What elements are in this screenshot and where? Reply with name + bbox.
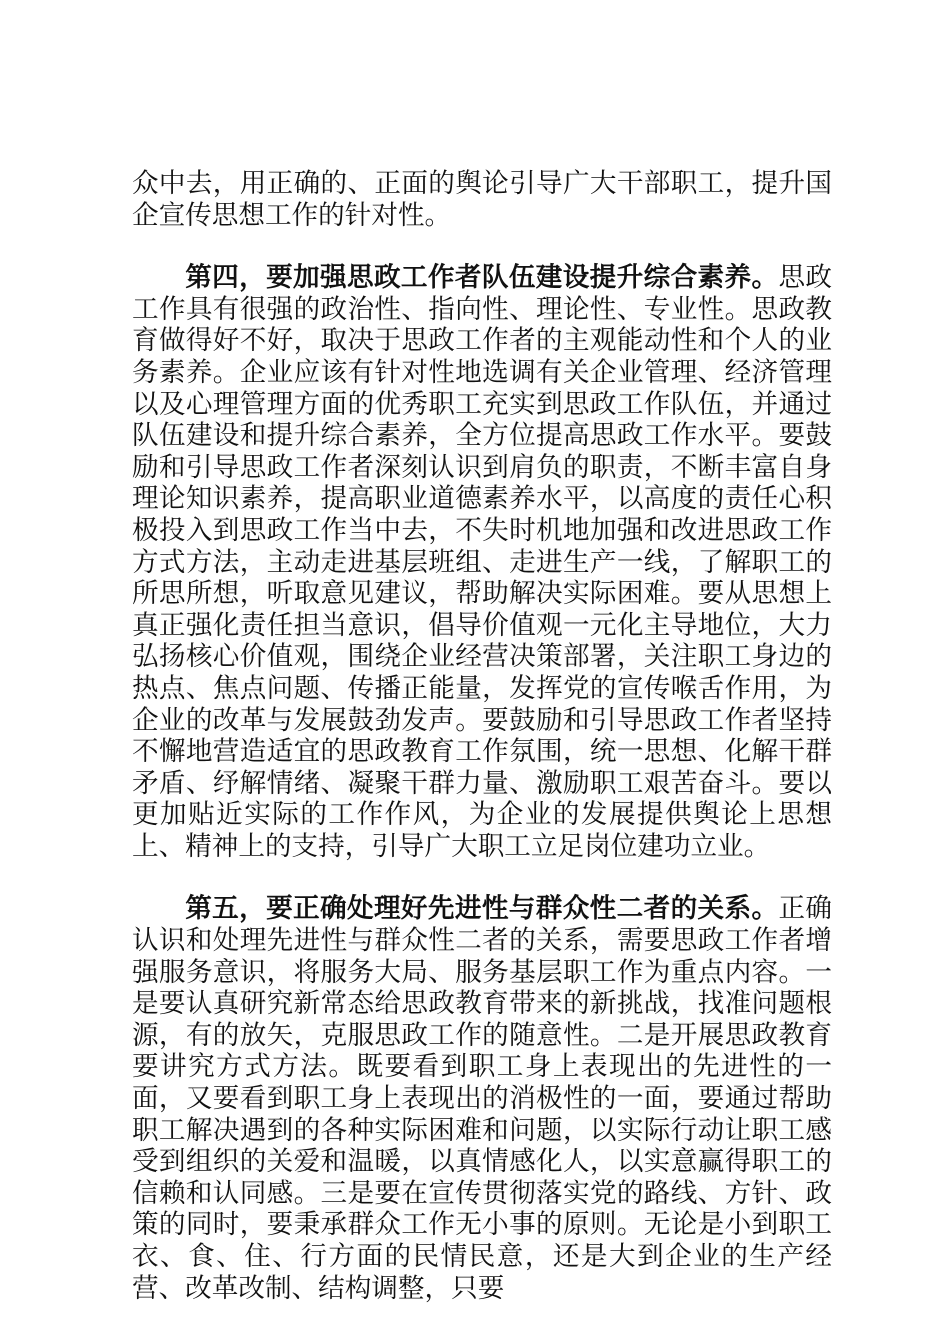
document-page [132,168,832,1304]
paragraph-text: 思政工作具有很强的政治性、指向性、理论性、专业性。思政教育做得好不好，取决于思政工作者的主观能动性和个人的业务素养。企业应该有针对性地选调有关企业管理、经济管理以及心理管理方面的优秀职工充实到思政工作队伍，并通过队伍建设和提升综合素养，全方位提高思政工作水平。要鼓励和引导思政工作者深刻认识到肩负的职责，不断丰富自身理论知识素养，提高职业道德素养水平，以高度的责任心积极投入到思政工作当中去，不失时机地加强和改进思政工作方式方法，主动走进基层班组、走进生产一线，了解职工的所思所想，听取意见建议，帮助解决实际困难。要从思想上真正强化责任担当意识，倡导价值观一元化主导地位，大力弘扬核心价值观，围绕企业经营决策部署，关注职工身边的热点、焦点问题、传播正能量，发挥党的宣传喉舌作用，为企业的改革与发展鼓劲发声。要鼓励和引导思政工作者坚持不懈地营造适宜的思政教育工作氛围，统一思想、化解干群矛盾、纾解情绪、凝聚干群力量、激励职工艰苦奋斗。要以更加贴近实际的工作作风，为企业的发展提供舆论上思想上、精神上的支持，引导广大职工立足岗位建功立业。 [132,262,833,862]
paragraph-continuation [132,168,832,231]
paragraph-text: 众中去，用正确的、正面的舆论引导广大干部职工，提升国企宣传思想工作的针对性。 [132,168,832,231]
paragraph-text: 正确认识和处理先进性与群众性二者的关系，需要思政工作者增强服务意识，将服务大局、服务基层职工作为重点内容。一是要认真研究新常态给思政教育带来的新挑战，找准问题根源，有的放矢，克服思政工作的随意性。二是开展思政教育要讲究方式方法。既要看到职工身上表现出的先进性的一面，又要看到职工身上表现出的消极性的一面，要通过帮助职工解决遇到的各种实际困难和问题，以实际行动让职工感受到组织的关爱和温暖，以真情感化人，以实意赢得职工的信赖和认同感。三是要在宣传贯彻落实党的路线、方针、政策的同时，要秉承群众工作无小事的原则。无论是小到职工衣、食、住、行方面的民情民意，还是大到企业的生产经营、改革改制、结构调整，只要 [132,893,833,1304]
paragraph-section-four [132,262,832,862]
section-heading: 第四，要加强思政工作者队伍建设提升综合素养。 [185,262,779,294]
paragraph-section-five [132,893,832,1304]
section-heading: 第五，要正确处理好先进性与群众性二者的关系。 [185,893,779,925]
